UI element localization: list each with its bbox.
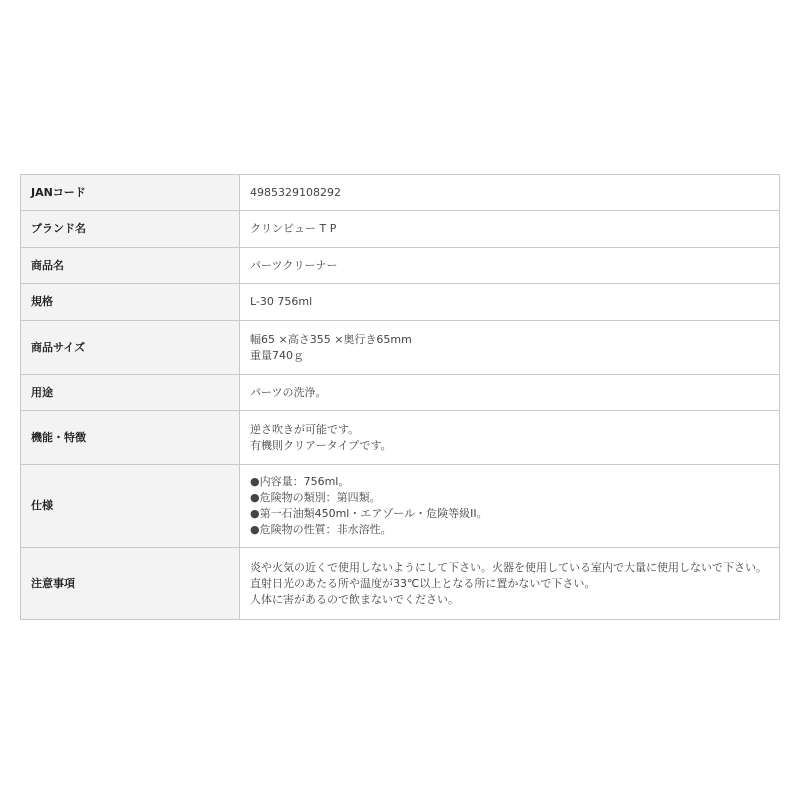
value-line: パーツの洗浄。 — [250, 385, 327, 399]
row-value-product-name — [240, 248, 780, 284]
row-value-cautions — [240, 548, 780, 620]
row-value-specifications — [240, 465, 780, 548]
row-label-usage: 用途 — [21, 375, 240, 411]
table-row — [21, 175, 780, 211]
row-value-brand — [240, 211, 780, 248]
row-value-product-size — [240, 321, 780, 375]
value-line: ●危険物の性質：非水溶性。 — [250, 523, 392, 536]
value-line: 幅65 ×高さ355 ×奥行き65mm — [250, 332, 412, 346]
value-line: ●第一石油類450ml・エアゾール・危険等級II。 — [250, 507, 488, 520]
table-row — [21, 211, 780, 248]
row-value-standard — [240, 284, 780, 321]
value-line: 重量740ｇ — [250, 348, 304, 362]
row-label-product-size: 商品サイズ — [21, 321, 240, 375]
table-row — [21, 321, 780, 375]
product-spec-table — [20, 174, 780, 620]
value-line: 人体に害があるので飲まないでください。 — [250, 592, 459, 606]
table-row — [21, 248, 780, 284]
value-line: パーツクリーナー — [250, 258, 338, 272]
row-label-features: 機能・特徴 — [21, 411, 240, 465]
row-value-usage — [240, 375, 780, 411]
value-line: 4985329108292 — [250, 185, 341, 199]
row-value-features — [240, 411, 780, 465]
row-label-product-name: 商品名 — [21, 248, 240, 284]
table-row — [21, 411, 780, 465]
row-label-specifications: 仕様 — [21, 465, 240, 548]
value-line: L-30 756ml — [250, 295, 313, 308]
table-row — [21, 465, 780, 548]
row-label-brand: ブランド名 — [21, 211, 240, 248]
value-line: 炎や火気の近くで使用しないようにして下さい。火器を使用している室内で大量に使用しないで下さい。 — [250, 560, 767, 574]
row-value-jan-code — [240, 175, 780, 211]
table-row — [21, 375, 780, 411]
table-row — [21, 284, 780, 321]
value-line: ●危険物の類別：第四類。 — [250, 491, 381, 504]
value-line: ●内容量：756ml。 — [250, 475, 350, 488]
value-line: 有機則クリアータイプです。 — [250, 438, 392, 452]
row-label-cautions: 注意事項 — [21, 548, 240, 620]
value-line: クリンビュー T P — [250, 222, 337, 235]
table-row — [21, 548, 780, 620]
row-label-standard: 規格 — [21, 284, 240, 321]
value-line: 逆さ吹きが可能です。 — [250, 422, 360, 436]
value-line: 直射日光のあたる所や温度が33℃以上となる所に置かないで下さい。 — [250, 576, 596, 590]
row-label-jan-code: JANコード — [21, 175, 240, 211]
